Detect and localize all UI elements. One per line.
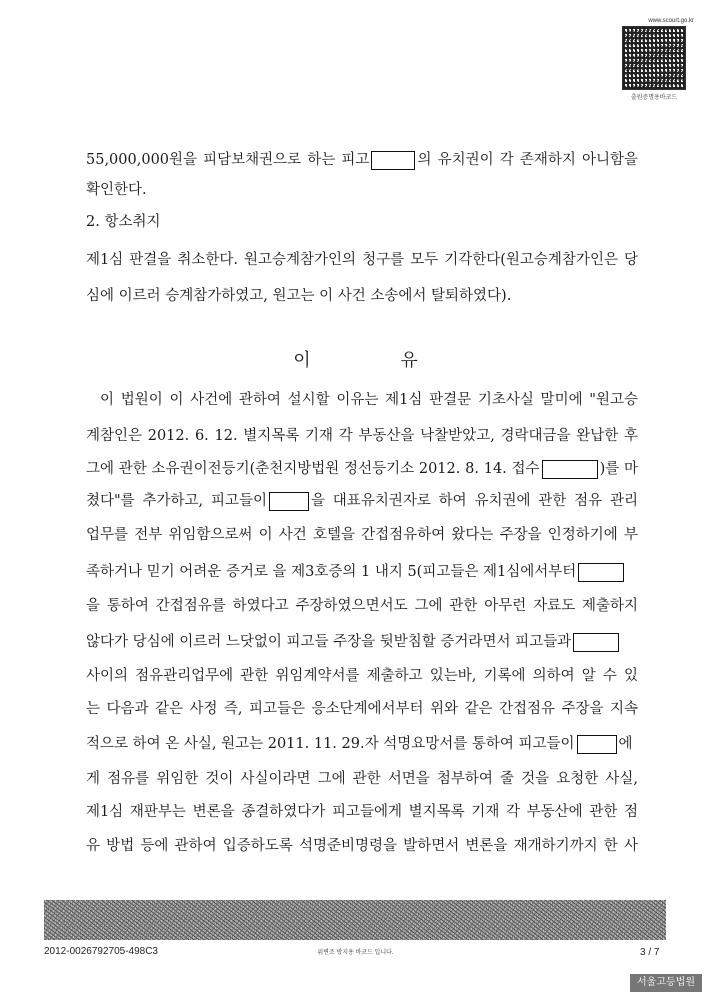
body-line-15: 는 다음과 같은 사정 즉, 피고들은 응소단계에서부터 위와 같은 간접점유 주장을 지속	[86, 701, 638, 717]
body-line-2: 확인한다.	[86, 182, 147, 198]
redaction-box	[577, 735, 617, 754]
text-segment: 에	[618, 736, 633, 752]
body-line-16	[86, 734, 638, 754]
section-heading-appeal: 2. 항소취지	[86, 214, 161, 230]
section-title-reasons: 이 유	[293, 350, 460, 371]
body-line-12: 을 통하여 간접점유를 하였다고 주장하였으면서도 그에 관한 아무런 자료도 제출하지	[86, 598, 638, 614]
body-line-14: 사이의 점유관리업무에 관한 위임계약서를 제출하고 있는바, 기록에 의하여 알 수 있	[86, 668, 638, 684]
redaction-box	[371, 151, 415, 170]
redaction-box	[542, 460, 598, 479]
text-segment: 적으로 하여 온 사실, 원고는 2011. 11. 29.자 석명요망서를 통하여 피고들이	[86, 736, 575, 752]
body-line-9	[86, 491, 638, 511]
anti-forgery-barcode	[44, 900, 666, 940]
barcode-note: 위변조 방지용 바코드 입니다.	[317, 950, 394, 956]
text-segment: 55,000,000원을 피담보채권으로 하는 피고	[86, 152, 370, 168]
page-number: 3 / 7	[640, 947, 660, 958]
text-segment: )를 마	[599, 461, 638, 477]
body-line-18: 제1심 재판부는 변론을 종결하였다가 피고들에게 별지목록 기재 각 부동산에 관한 점	[86, 804, 638, 820]
body-line-13	[86, 632, 638, 652]
body-line-6: 이 법원이 이 사건에 관하여 설시할 이유는 제1심 판결문 기초사실 말미에 "원고승	[100, 392, 638, 408]
redaction-box	[269, 492, 309, 511]
document-id: 2012-0026792705-498C3	[44, 946, 158, 957]
text-segment: 의 유치권이 각 존재하지 아니함을	[417, 152, 638, 168]
body-line-7: 계참인은 2012. 6. 12. 별지목록 기재 각 부동산을 낙찰받았고, 경락대금을 완납한 후	[86, 428, 638, 444]
body-line-1	[86, 150, 638, 170]
body-line-11	[86, 562, 638, 582]
text-segment: 않다가 당심에 이르러 느닷없이 피고들 주장을 뒷받침할 증거라면서 피고들과	[86, 634, 572, 650]
body-line-17: 게 점유를 위임한 것이 사실이라면 그에 관한 서면을 첨부하여 줄 것을 요청한 사실,	[86, 771, 638, 787]
verification-qr-block	[614, 18, 694, 101]
court-url: www.scourt.go.kr	[648, 18, 694, 24]
text-segment: 쳤다"를 추가하고, 피고들이	[86, 493, 267, 509]
text-segment: 족하거나 믿기 어려운 증거로 을 제3호증의 1 내지 5(피고들은 제1심에서부터	[86, 564, 577, 580]
body-line-4: 제1심 판결을 취소한다. 원고승계참가인의 청구를 모두 기각한다(원고승계참가인은 당	[86, 252, 638, 268]
redaction-box	[578, 563, 624, 582]
redaction-box	[573, 633, 619, 652]
text-segment: 그에 관한 소유권이전등기(춘천지방법원 정선등기소 2012. 8. 14. 접수	[86, 461, 540, 477]
text-segment: 을 대표유치권자로 하여 유치권에 관한 점유 관리	[310, 493, 638, 509]
body-line-8	[86, 459, 638, 479]
body-line-10: 업무를 전부 위임함으로써 이 사건 호텔을 간접점유하여 왔다는 주장을 인정하기에 부	[86, 527, 638, 543]
qr-code-icon	[622, 26, 686, 90]
body-line-19: 유 방법 등에 관하여 입증하도록 석명준비명령을 발하면서 변론을 재개하기까지 한 사	[86, 838, 638, 854]
body-line-5: 심에 이르러 승계참가하였고, 원고는 이 사건 소송에서 탈퇴하였다).	[86, 288, 512, 304]
qr-caption: 출원증명용바코드	[630, 95, 678, 101]
court-name-badge: 서울고등법원	[630, 974, 702, 992]
